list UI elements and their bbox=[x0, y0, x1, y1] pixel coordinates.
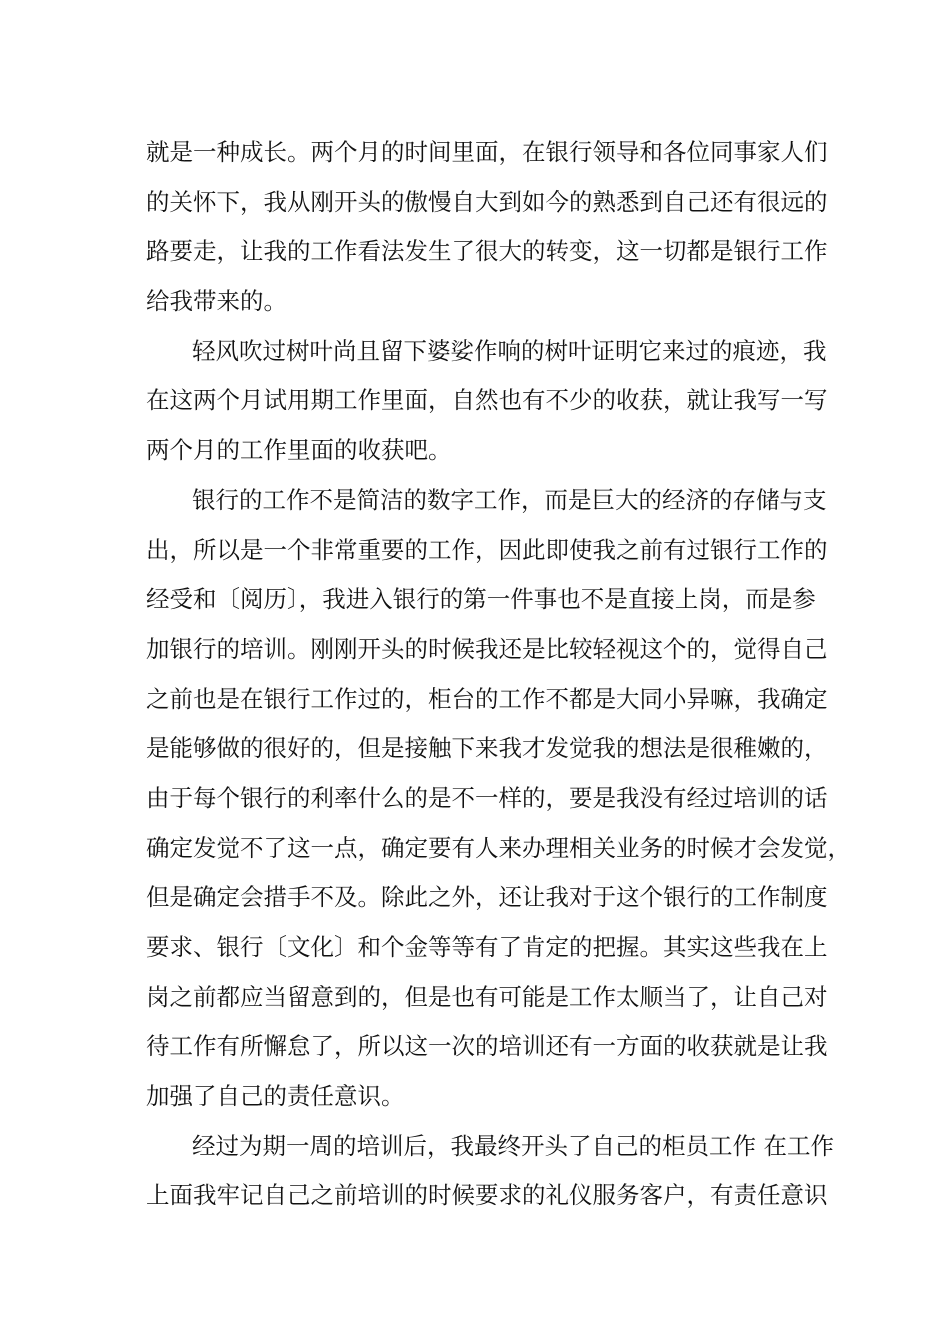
text-line: 要求、银行〔文化〕和个金等等有了肯定的把握。其实这些我在上 bbox=[146, 933, 828, 961]
text-line: 给我带来的。 bbox=[146, 287, 287, 316]
text-line: 在这两个月试用期工作里面，自然也有不少的收获，就让我写一写 bbox=[146, 386, 828, 415]
text-line: 加强了自己的责任意识。 bbox=[146, 1082, 405, 1111]
text-line: 路要走，让我的工作看法发生了很大的转变，这一切都是银行工作 bbox=[146, 237, 828, 266]
text-line: 岗之前都应当留意到的，但是也有可能是工作太顺当了，让自己对 bbox=[146, 982, 828, 1011]
text-line: 轻风吹过树叶尚且留下婆娑作响的树叶证明它来过的痕迹，我 bbox=[192, 336, 827, 365]
text-line: 经受和〔阅历〕，我进入银行的第一件事也不是直接上岗，而是参 bbox=[146, 585, 816, 614]
paragraph-2 bbox=[146, 327, 836, 476]
text-line: 是能够做的很好的，但是接触下来我才发觉我的想法是很稚嫩的， bbox=[146, 734, 828, 763]
text-line: 两个月的工作里面的收获吧。 bbox=[146, 436, 452, 465]
text-line: 银行的工作不是简洁的数字工作，而是巨大的经济的存储与支 bbox=[192, 485, 827, 514]
text-line: 之前也是在银行工作过的，柜台的工作不都是大同小异嘛，我确定 bbox=[146, 684, 828, 713]
document-body bbox=[146, 128, 851, 1221]
text-line: 的关怀下，我从刚开头的傲慢自大到如今的熟悉到自己还有很远的 bbox=[146, 187, 828, 216]
text-line: 待工作有所懈怠了，所以这一次的培训还有一方面的收获就是让我 bbox=[146, 1032, 828, 1061]
text-line: 确定发觉不了这一点，确定要有人来办理相关业务的时候才会发觉， bbox=[146, 833, 851, 862]
text-line: 就是一种成长。两个月的时间里面，在银行领导和各位同事家人们 bbox=[146, 138, 828, 166]
paragraph-1 bbox=[146, 128, 836, 327]
text-line: 但是确定会措手不及。除此之外，还让我对于这个银行的工作制度 bbox=[146, 883, 828, 912]
text-line: 上面我牢记自己之前培训的时候要求的礼仪服务客户，有责任意识 bbox=[146, 1181, 828, 1210]
paragraph-4 bbox=[146, 1122, 836, 1221]
paragraph-3 bbox=[146, 476, 851, 1122]
text-line: 加银行的培训。刚刚开头的时候我还是比较轻视这个的，觉得自己 bbox=[146, 634, 828, 663]
text-line: 由于每个银行的利率什么的是不一样的，要是我没有经过培训的话 bbox=[146, 783, 828, 812]
text-line: 经过为期一周的培训后，我最终开头了自己的柜员工作 在工作 bbox=[192, 1131, 834, 1160]
text-line: 出，所以是一个非常重要的工作，因此即使我之前有过银行工作的 bbox=[146, 535, 828, 564]
